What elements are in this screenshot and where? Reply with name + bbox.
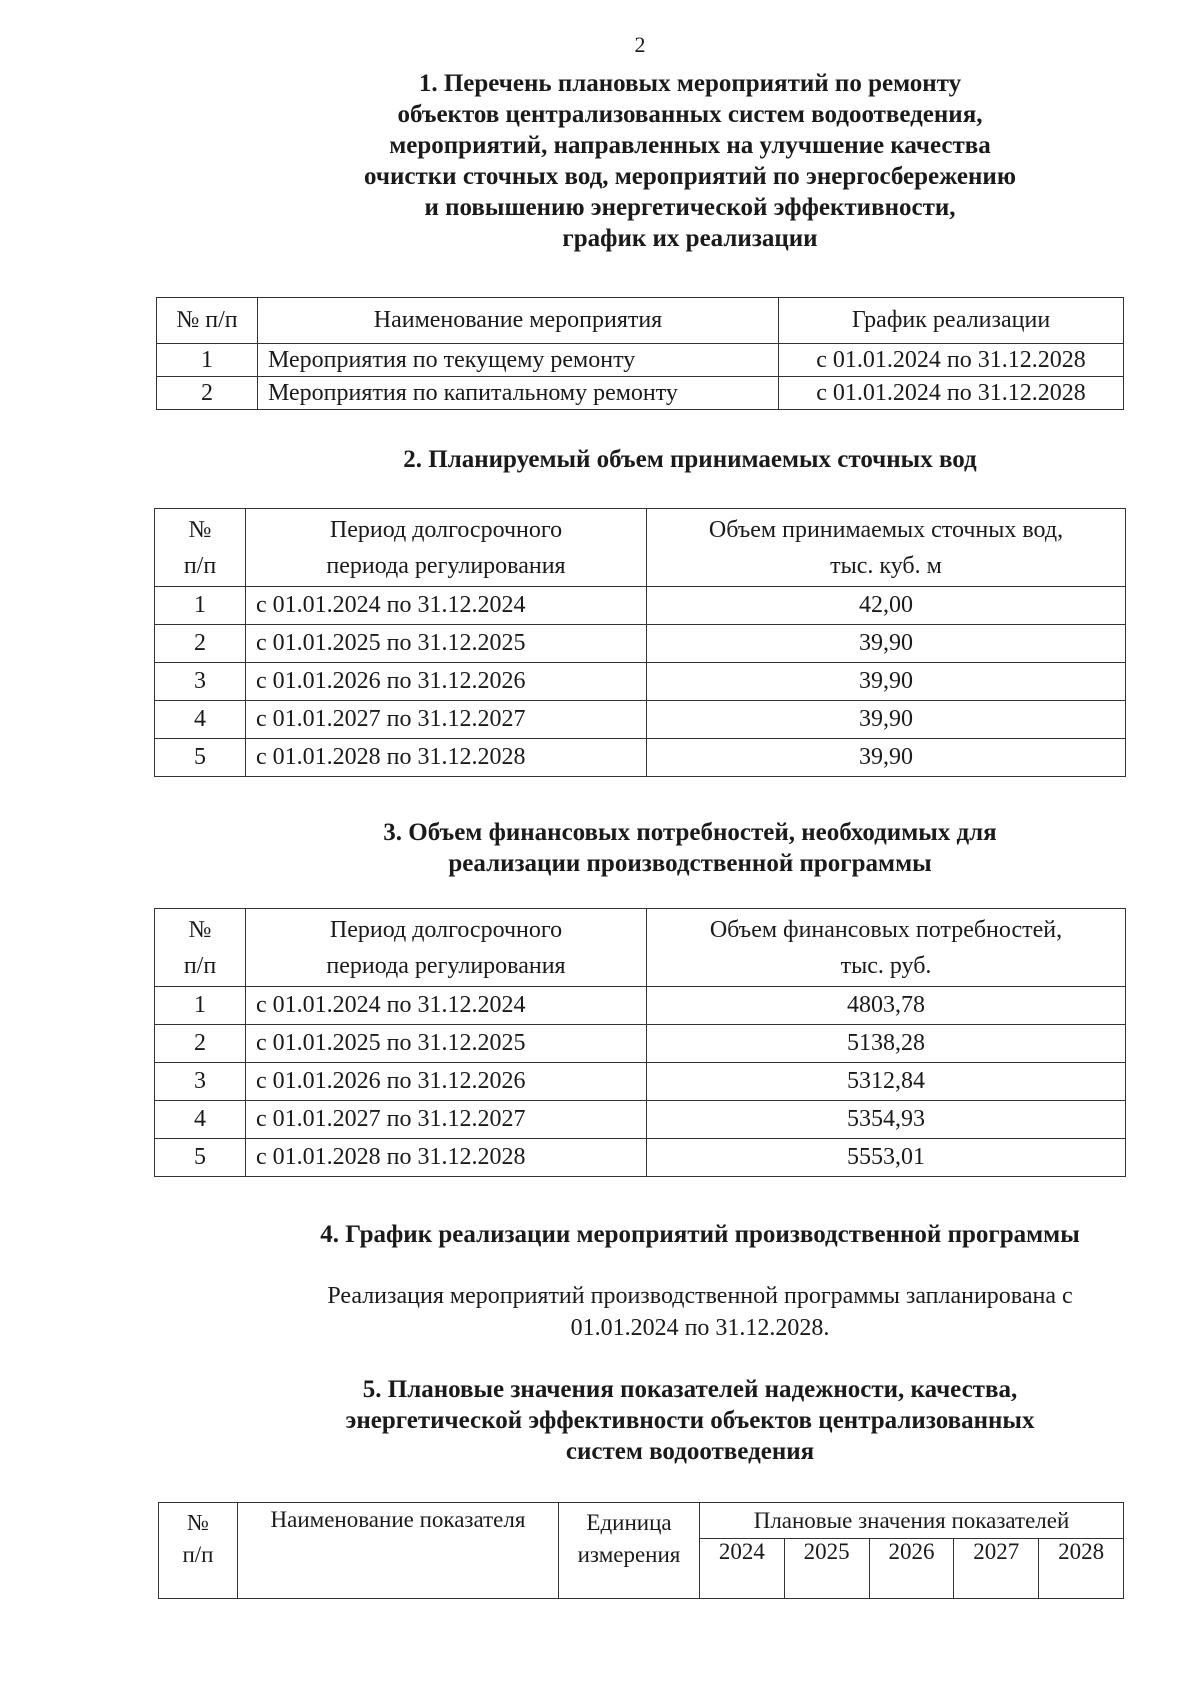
header-indicator-name: Наименование показателя — [238, 1503, 559, 1599]
cell-finance: 5354,93 — [647, 1101, 1126, 1139]
header-year: 2024 — [700, 1539, 785, 1599]
header-num-line: п/п — [183, 952, 217, 979]
cell-period: с 01.01.2026 по 31.12.2026 — [246, 663, 647, 701]
section4-title — [0, 1219, 1200, 1250]
cell-num: 4 — [155, 701, 246, 739]
title-line: и повышению энергетической эффективности, — [424, 194, 956, 221]
header-finance-line: Объем финансовых потребностей, — [709, 916, 1063, 943]
table-header-row — [155, 909, 1126, 987]
section5-table — [158, 1502, 1124, 1599]
table-row — [155, 663, 1126, 701]
cell-period: с 01.01.2028 по 31.12.2028 — [246, 739, 647, 777]
header-period-line: Период долгосрочного — [329, 516, 563, 543]
cell-finance: 5553,01 — [647, 1139, 1126, 1177]
cell-num: 5 — [155, 739, 246, 777]
cell-period: с 01.01.2026 по 31.12.2026 — [246, 1063, 647, 1101]
header-period-line: периода регулирования — [326, 552, 566, 579]
header-unit — [559, 1503, 700, 1599]
title-line: 5. Плановые значения показателей надежности, качества, — [362, 1376, 1018, 1403]
section1-table — [156, 297, 1124, 410]
cell-finance: 5138,28 — [647, 1025, 1126, 1063]
paragraph-line: Реализация мероприятий производственной программы запланирована с — [327, 1283, 1073, 1309]
table-row — [155, 587, 1126, 625]
header-period — [246, 909, 647, 987]
cell-name: Мероприятия по капитальному ремонту — [258, 377, 779, 410]
cell-schedule: с 01.01.2024 по 31.12.2028 — [779, 344, 1124, 377]
header-volume-line: Объем принимаемых сточных вод, — [708, 516, 1064, 543]
table-row — [155, 739, 1126, 777]
header-num-line: № — [188, 916, 212, 943]
table-row — [155, 625, 1126, 663]
cell-num: 2 — [155, 1025, 246, 1063]
header-period-line: Период долгосрочного — [329, 916, 563, 943]
header-year: 2028 — [1039, 1539, 1124, 1599]
table-header-row — [157, 298, 1124, 344]
table-row — [155, 1101, 1126, 1139]
cell-finance: 4803,78 — [647, 987, 1126, 1025]
cell-volume: 39,90 — [647, 701, 1126, 739]
table-header-row — [159, 1503, 1124, 1539]
title-line: систем водоотведения — [565, 1438, 815, 1465]
table-row — [155, 1063, 1126, 1101]
cell-period: с 01.01.2027 по 31.12.2027 — [246, 701, 647, 739]
title-line: 4. График реализации мероприятий производственной программы — [320, 1221, 1080, 1248]
title-line: реализации производственной программы — [448, 850, 932, 877]
table-row — [155, 701, 1126, 739]
section3-table — [154, 908, 1126, 1177]
title-line: 2. Планируемый объем принимаемых сточных вод — [403, 446, 977, 473]
section3-title — [0, 817, 1200, 879]
page-number: 2 — [634, 32, 646, 57]
cell-schedule: с 01.01.2024 по 31.12.2028 — [779, 377, 1124, 410]
header-num-line: п/п — [183, 552, 217, 579]
header-unit-line: измерения — [577, 1542, 681, 1567]
header-year: 2027 — [954, 1539, 1039, 1599]
cell-volume: 42,00 — [647, 587, 1126, 625]
header-num: № п/п — [157, 298, 258, 344]
cell-finance: 5312,84 — [647, 1063, 1126, 1101]
header-name: Наименование мероприятия — [258, 298, 779, 344]
cell-period: с 01.01.2024 по 31.12.2024 — [246, 587, 647, 625]
header-num — [155, 509, 246, 587]
header-year: 2026 — [869, 1539, 954, 1599]
cell-period: с 01.01.2025 по 31.12.2025 — [246, 1025, 647, 1063]
title-line: объектов централизованных систем водоотведения, — [397, 101, 983, 128]
title-line: 3. Объем финансовых потребностей, необходимых для — [383, 819, 997, 846]
header-year: 2025 — [784, 1539, 869, 1599]
header-finance — [647, 909, 1126, 987]
table-row — [155, 1025, 1126, 1063]
cell-num: 3 — [155, 1063, 246, 1101]
cell-num: 1 — [157, 344, 258, 377]
section1-title — [0, 68, 1200, 254]
header-unit-line: Единица — [586, 1510, 672, 1535]
cell-name: Мероприятия по текущему ремонту — [258, 344, 779, 377]
cell-period: с 01.01.2027 по 31.12.2027 — [246, 1101, 647, 1139]
table-row — [155, 1139, 1126, 1177]
header-volume-line: тыс. куб. м — [830, 552, 942, 579]
header-num — [155, 909, 246, 987]
header-planned-values: Плановые значения показателей — [700, 1503, 1124, 1539]
header-finance-line: тыс. руб. — [840, 952, 932, 979]
cell-period: с 01.01.2025 по 31.12.2025 — [246, 625, 647, 663]
table-header-row — [155, 509, 1126, 587]
header-period — [246, 509, 647, 587]
section2-table — [154, 508, 1126, 777]
header-period-line: периода регулирования — [326, 952, 566, 979]
section2-title — [0, 444, 1200, 475]
cell-period: с 01.01.2024 по 31.12.2024 — [246, 987, 647, 1025]
title-line: 1. Перечень плановых мероприятий по ремонту — [418, 70, 962, 97]
cell-period: с 01.01.2028 по 31.12.2028 — [246, 1139, 647, 1177]
header-num-line: п/п — [182, 1542, 214, 1567]
cell-num: 3 — [155, 663, 246, 701]
paragraph-line: 01.01.2024 по 31.12.2028. — [570, 1315, 830, 1341]
header-num-line: № — [188, 516, 212, 543]
cell-volume: 39,90 — [647, 739, 1126, 777]
section5-title — [0, 1374, 1200, 1467]
cell-num: 2 — [157, 377, 258, 410]
table-row — [157, 344, 1124, 377]
title-line: очистки сточных вод, мероприятий по энергосбережению — [364, 163, 1016, 190]
header-volume — [647, 509, 1126, 587]
title-line: график их реализации — [562, 225, 818, 252]
section4-paragraph — [0, 1280, 1200, 1344]
header-num-line: № — [187, 1510, 209, 1535]
cell-num: 4 — [155, 1101, 246, 1139]
title-line: энергетической эффективности объектов централизованных — [345, 1407, 1035, 1434]
table-row — [157, 377, 1124, 410]
header-num — [159, 1503, 238, 1599]
cell-num: 2 — [155, 625, 246, 663]
cell-num: 5 — [155, 1139, 246, 1177]
cell-num: 1 — [155, 587, 246, 625]
cell-volume: 39,90 — [647, 625, 1126, 663]
cell-num: 1 — [155, 987, 246, 1025]
header-schedule: График реализации — [779, 298, 1124, 344]
title-line: мероприятий, направленных на улучшение качества — [389, 132, 991, 159]
table-row — [155, 987, 1126, 1025]
cell-volume: 39,90 — [647, 663, 1126, 701]
